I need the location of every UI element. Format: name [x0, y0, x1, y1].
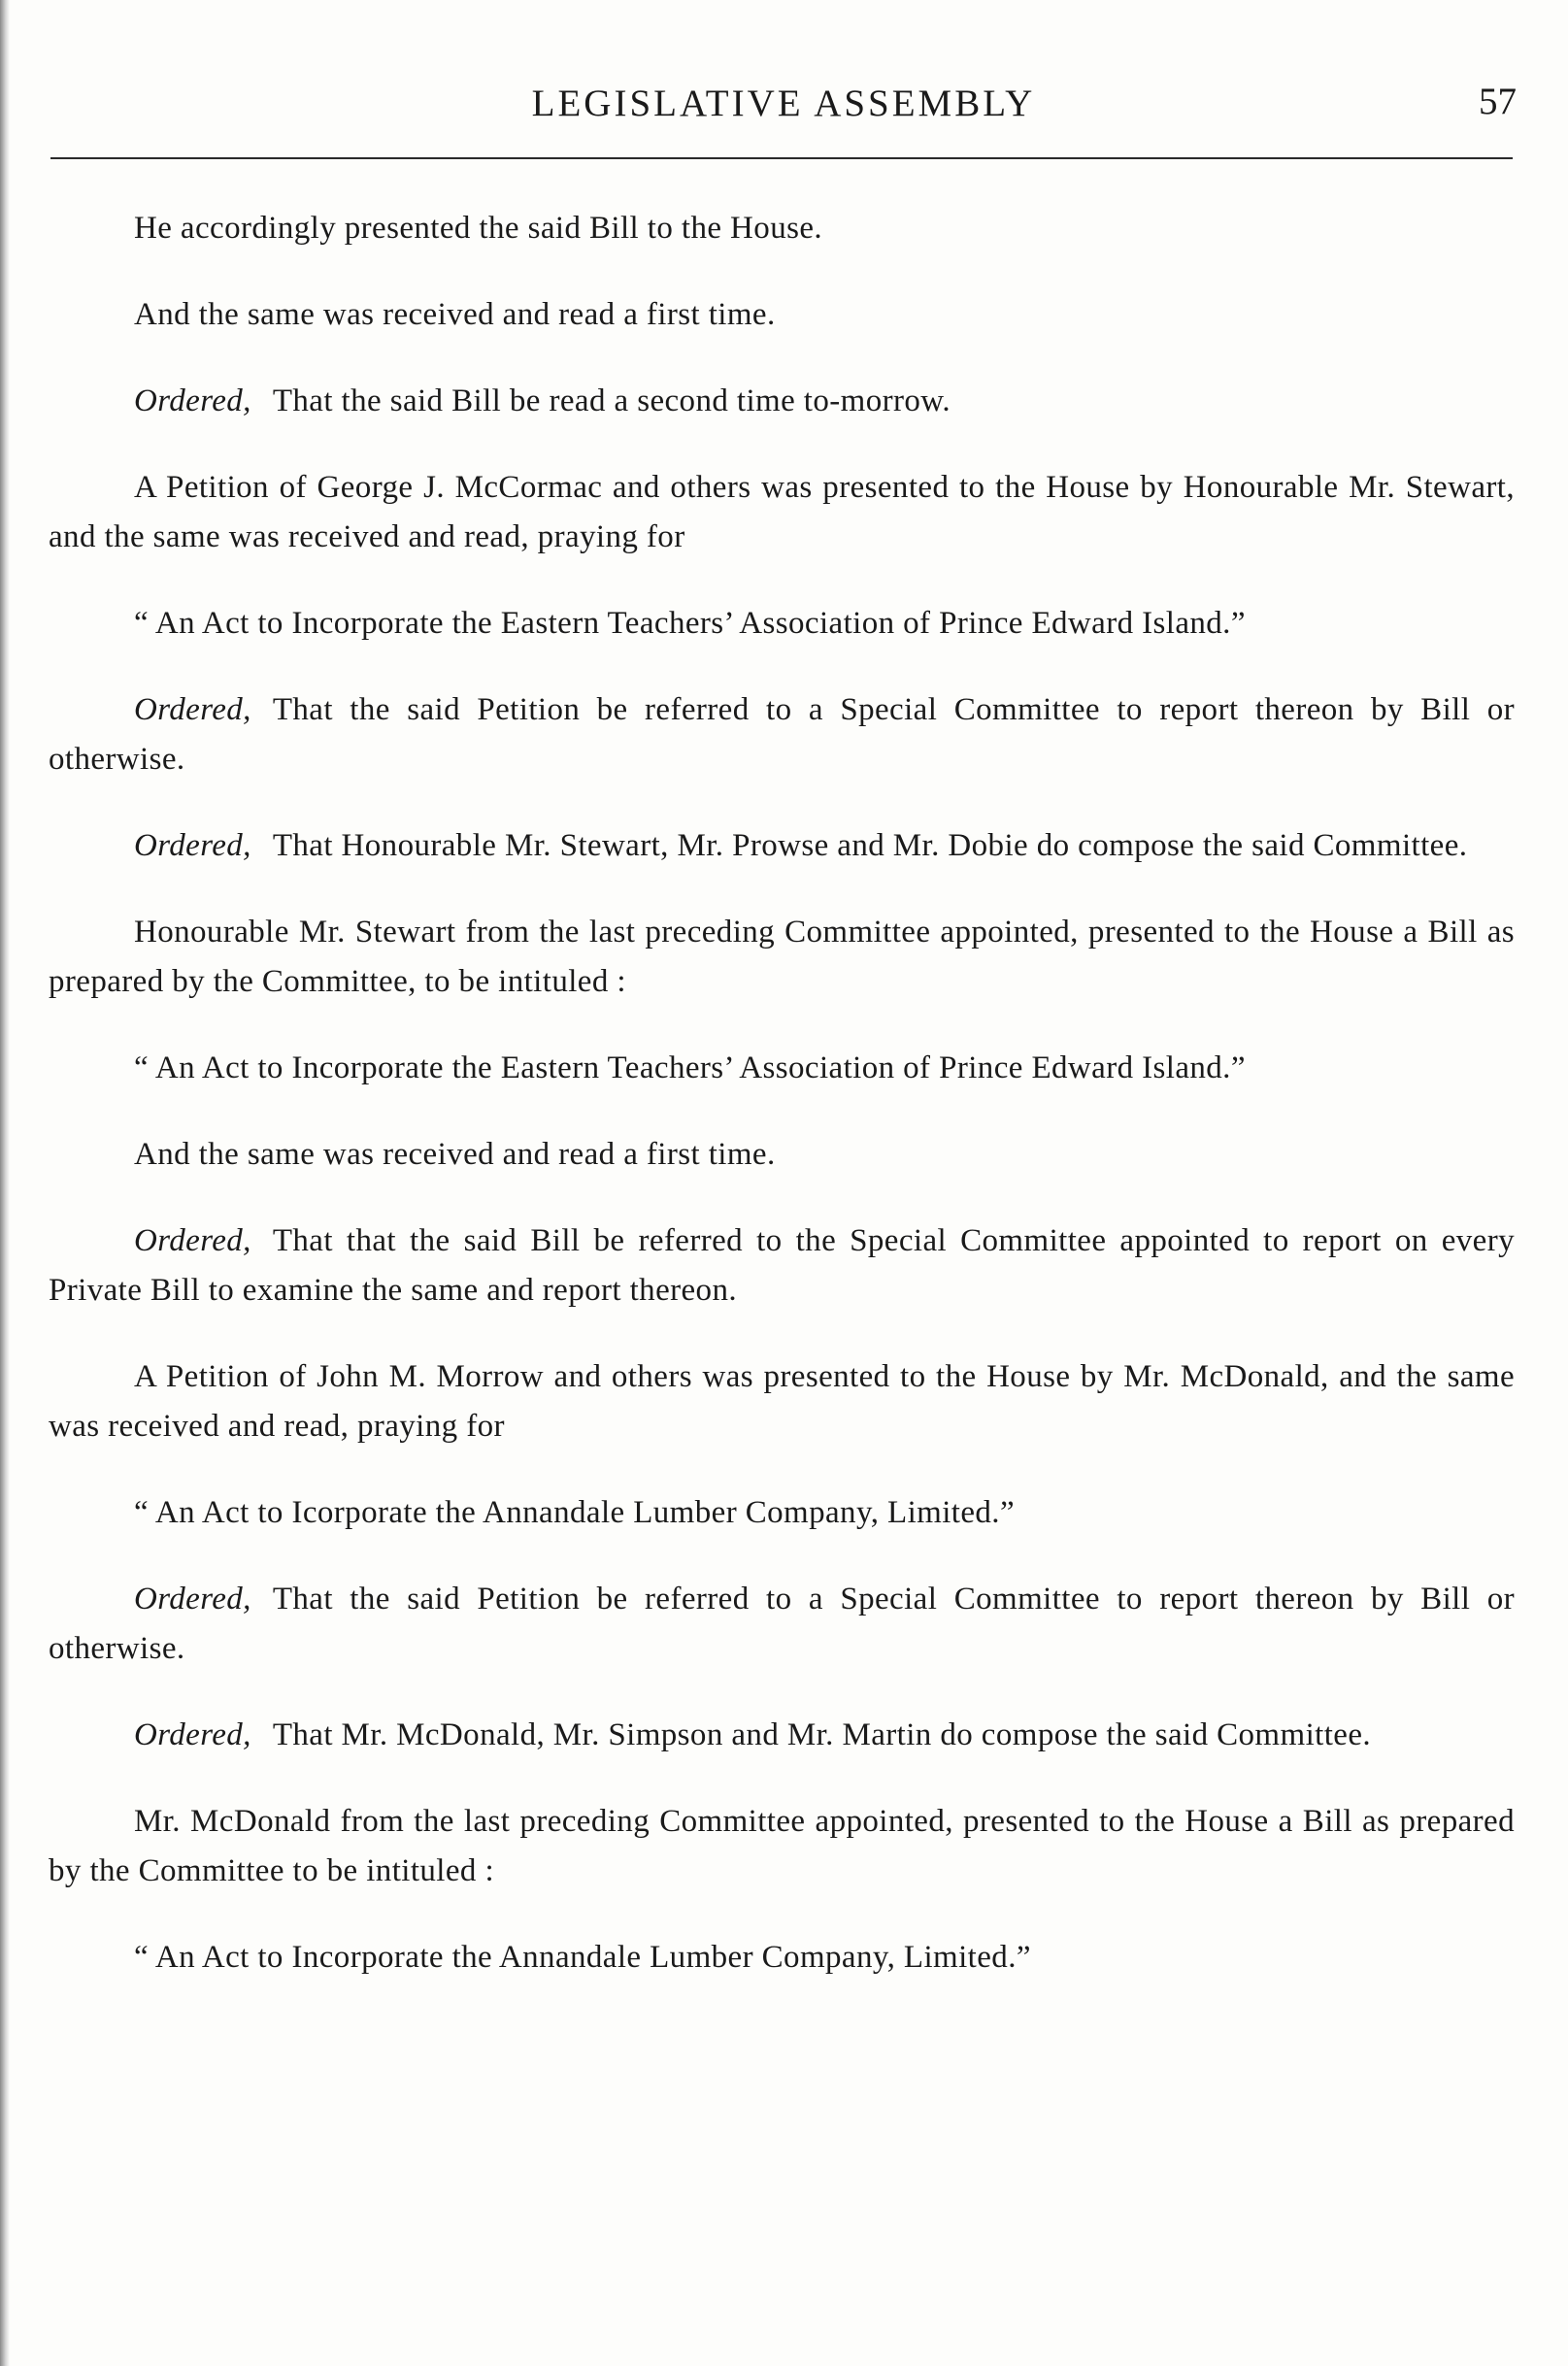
paragraph-text: Mr. McDonald from the last preceding Committee appointed, presented to the House a Bill as prepared by the Committee to be intituled : [49, 1804, 1515, 1888]
paragraph-lead: Ordered, [134, 1582, 251, 1616]
paragraph-11 [49, 1216, 1515, 1316]
paragraph-text: A Petition of George J. McCormac and others was presented to the House by Honourable Mr. Stewart, and the same was received and read, praying for [49, 470, 1515, 554]
paragraph-text: That Honourable Mr. Stewart, Mr. Prowse and Mr. Dobie do compose the said Committee. [272, 828, 1468, 863]
paragraph-text: Honourable Mr. Stewart from the last preceding Committee appointed, presented to the House a Bill as prepared by the Committee, to be intituled : [49, 915, 1515, 999]
binding-edge [0, 0, 10, 2366]
paragraph-8 [49, 908, 1515, 1007]
paragraph-lead: Ordered, [134, 1717, 251, 1752]
paragraph-13 [49, 1488, 1515, 1538]
paragraph-lead: Ordered, [134, 1223, 251, 1258]
paragraph-17 [49, 1933, 1515, 1983]
paragraph-3 [49, 377, 1515, 426]
paragraph-6 [49, 685, 1515, 784]
paragraph-10 [49, 1130, 1515, 1180]
paragraph-text: A Petition of John M. Morrow and others was presented to the House by Mr. McDonald, and the same was received and read, praying for [49, 1359, 1515, 1444]
paragraph-12 [49, 1352, 1515, 1451]
paragraph-text: That that the said Bill be referred to the Special Committee appointed to report on every Private Bill to examine the same and report thereon. [49, 1223, 1515, 1308]
paragraph-text: That the said Petition be referred to a Special Committee to report thereon by Bill or otherwise. [49, 692, 1515, 777]
paragraph-text: And the same was received and read a first time. [134, 1137, 776, 1172]
paragraph-16 [49, 1797, 1515, 1896]
paragraph-text: He accordingly presented the said Bill to the House. [134, 211, 823, 246]
paragraph-text: “ An Act to Incorporate the Eastern Teachers’ Association of Prince Edward Island.” [134, 606, 1246, 641]
paragraph-text: “ An Act to Incorporate the Eastern Teachers’ Association of Prince Edward Island.” [134, 1050, 1246, 1085]
page-number: 57 [1479, 81, 1517, 122]
header-rule [50, 157, 1513, 159]
paragraph-15 [49, 1711, 1515, 1760]
paragraph-text: That the said Bill be read a second time to-morrow. [272, 383, 951, 418]
paragraph-text: “ An Act to Incorporate the Annandale Lumber Company, Limited.” [134, 1940, 1031, 1975]
paragraph-text: That the said Petition be referred to a Special Committee to report thereon by Bill or otherwise. [49, 1582, 1515, 1666]
page-header [50, 76, 1517, 134]
paragraph-14 [49, 1575, 1515, 1674]
paragraph-text: That Mr. McDonald, Mr. Simpson and Mr. Martin do compose the said Committee. [272, 1717, 1372, 1752]
paragraph-lead: Ordered, [134, 828, 251, 863]
paragraph-text: “ An Act to Icorporate the Annandale Lumber Company, Limited.” [134, 1495, 1015, 1530]
body-text [49, 204, 1515, 1983]
paragraph-2 [49, 290, 1515, 340]
paragraph-text: And the same was received and read a first time. [134, 297, 776, 332]
running-head: LEGISLATIVE ASSEMBLY [531, 83, 1036, 124]
paragraph-1 [49, 204, 1515, 253]
paragraph-7 [49, 821, 1515, 871]
paragraph-lead: Ordered, [134, 692, 251, 727]
paragraph-5 [49, 599, 1515, 649]
paragraph-lead: Ordered, [134, 383, 251, 418]
paragraph-4 [49, 463, 1515, 562]
paragraph-9 [49, 1044, 1515, 1093]
